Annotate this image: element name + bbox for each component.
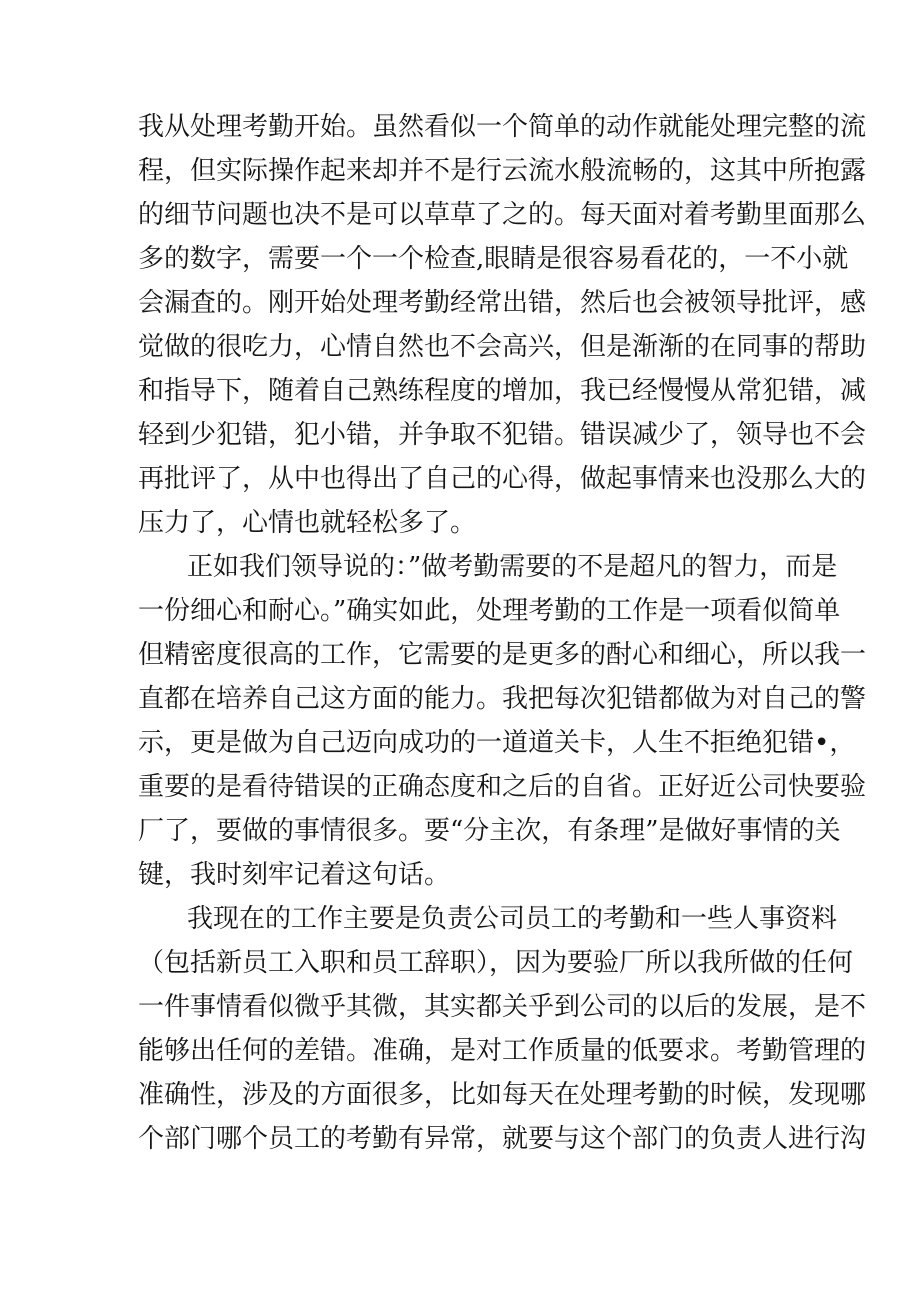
paragraph-1-line-8: 轻到少犯错，犯小错，并争取不犯错。错误减少了，领导也不会 xyxy=(138,420,867,450)
paragraph-3-line-5: 准确性，涉及的方面很多，比如每天在处理考勤的时候，发现哪 xyxy=(138,1080,867,1110)
paragraph-1-line-4: 多的数字，需要一个一个检查,眼睛是很容易看花的，一不小就 xyxy=(138,244,849,274)
paragraph-3-line-6: 个部门哪个员工的考勤有异常，就要与这个部门的负责人进行沟 xyxy=(138,1124,867,1154)
paragraph-2-line-4: 直都在培养自己这方面的能力。我把每次犯错都做为对自己的警 xyxy=(138,684,867,714)
paragraph-2-line-2: 一份细心和耐心。”确实如此，处理考勤的工作是一项看似简单 xyxy=(138,596,841,626)
paragraph-1-line-2: 程，但实际操作起来却并不是行云流水般流畅的，这其中所抱露 xyxy=(138,156,867,186)
paragraph-1-line-9: 再批评了，从中也得出了自己的心得，做起事情来也没那么大的 xyxy=(138,464,867,494)
paragraph-1-line-5: 会漏査的。刚开始处理考勤经常出错，然后也会被领导批评，感 xyxy=(138,288,867,318)
paragraph-1-line-1: 我从处理考勤开始。虽然看似一个简单的动作就能处理完整的流 xyxy=(138,112,867,142)
paragraph-1-line-3: 的细节问题也决不是可以草草了之的。每天面对着考勤里面那么 xyxy=(138,200,867,230)
paragraph-2-line-7: 厂了，要做的事情很多。要“分主次，有条理”是做好事情的关 xyxy=(138,816,841,846)
paragraph-3-line-2: （包括新员工入职和员工辞职），因为要验厂所以我所做的任何 xyxy=(138,948,854,978)
paragraph-3-line-4: 能够出任何的差错。准确，是对工作质量的低要求。考勤管理的 xyxy=(138,1036,867,1066)
paragraph-1-line-10: 压力了，心情也就轻松多了。 xyxy=(138,508,477,538)
paragraph-2-line-8: 键，我时刻牢记着这句话。 xyxy=(138,860,451,890)
paragraph-2-line-5: 示，更是做为自己迈向成功的一道道关卡，人生不拒绝犯错•， xyxy=(138,728,856,758)
paragraph-3-line-1: 我现在的工作主要是负责公司员工的考勤和一些人事资料 xyxy=(187,904,838,934)
paragraph-3-line-3: 一件事情看似微乎其微，其实都关乎到公司的以后的发展，是不 xyxy=(138,992,867,1022)
paragraph-1-line-6: 觉做的很吃力，心情自然也不会高兴，但是渐渐的在同事的帮助 xyxy=(138,332,867,362)
paragraph-1-line-7: 和指导下，随着自己熟练程度的增加，我已经慢慢从常犯错，减 xyxy=(138,376,867,406)
paragraph-2-line-6: 重要的是看待错误的正确态度和之后的自省。正好近公司快要验 xyxy=(138,772,867,802)
paragraph-2-line-1: 正如我们领导说的：”做考勤需要的不是超凡的智力，而是 xyxy=(187,552,838,582)
paragraph-2-line-3: 但精密度很高的工作，它需要的是更多的酎心和细心，所以我一 xyxy=(138,640,867,670)
